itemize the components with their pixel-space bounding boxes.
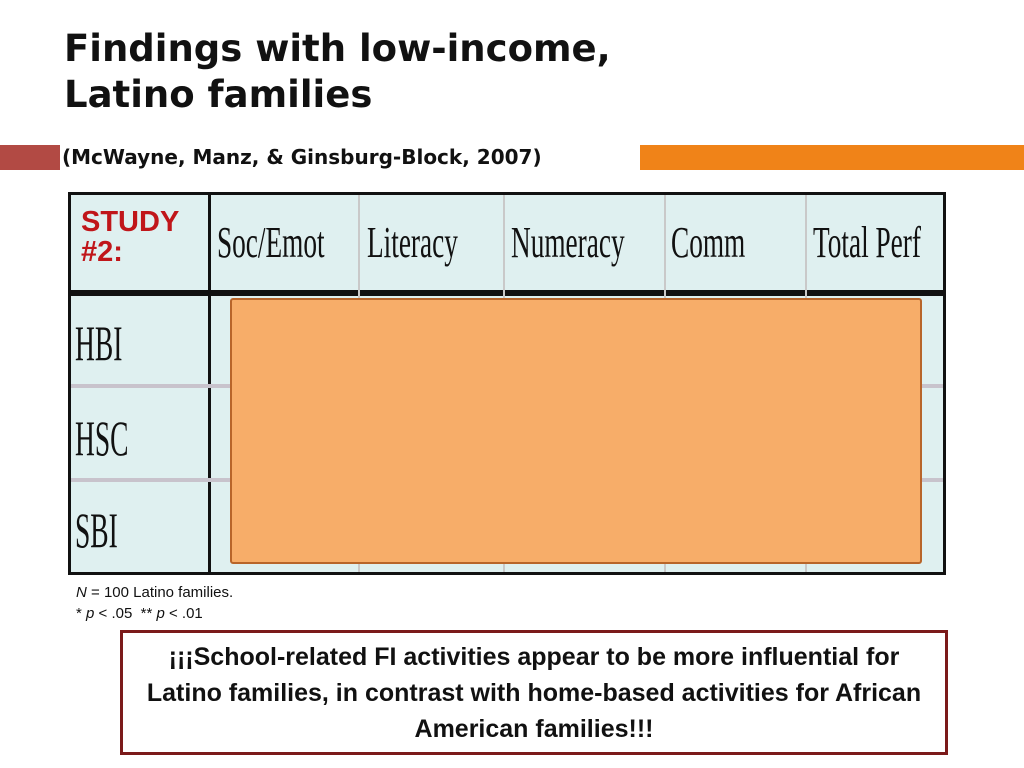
row-header-hsc: HSC: [75, 410, 129, 466]
sig-star: *: [76, 605, 87, 622]
title-line-2: Latino families: [64, 73, 373, 116]
study-label: STUDY #2:: [81, 206, 180, 268]
slide-title: [64, 26, 824, 118]
column-header-soc-emot: Soc/Emot: [217, 218, 325, 267]
citation: (McWayne, Manz, & Ginsburg-Block, 2007): [62, 145, 542, 169]
column-header-numeracy: Numeracy: [511, 218, 625, 267]
sample-size-note: [76, 582, 233, 603]
results-cover-box: [230, 298, 922, 564]
callout-text: ¡¡¡School-related FI activities appear to be more influential for Latino families, in contrast with home-based activities for African American families!!!: [146, 642, 922, 743]
p-symbol: p: [86, 605, 95, 622]
table-notes: [76, 582, 233, 624]
column-header-literacy: Literacy: [367, 218, 458, 267]
p-symbol: p: [156, 605, 165, 622]
sig-value: < .05 **: [94, 605, 157, 622]
table-header-row: [71, 195, 943, 296]
title-line-1: Findings with low-income,: [64, 27, 611, 70]
conclusion-callout: [120, 630, 948, 755]
accent-bar-right: [640, 145, 1024, 170]
sample-size-text: = 100 Latino families.: [86, 584, 234, 601]
row-header-hbi: HBI: [75, 315, 123, 371]
column-header-total-perf: Total Perf: [813, 218, 921, 267]
row-header-sbi: SBI: [75, 502, 118, 558]
column-header-comm: Comm: [671, 218, 746, 267]
significance-note: [76, 603, 233, 624]
n-symbol: N: [76, 584, 87, 601]
sig-value: < .01: [164, 605, 203, 622]
accent-bar-left: [0, 145, 60, 170]
